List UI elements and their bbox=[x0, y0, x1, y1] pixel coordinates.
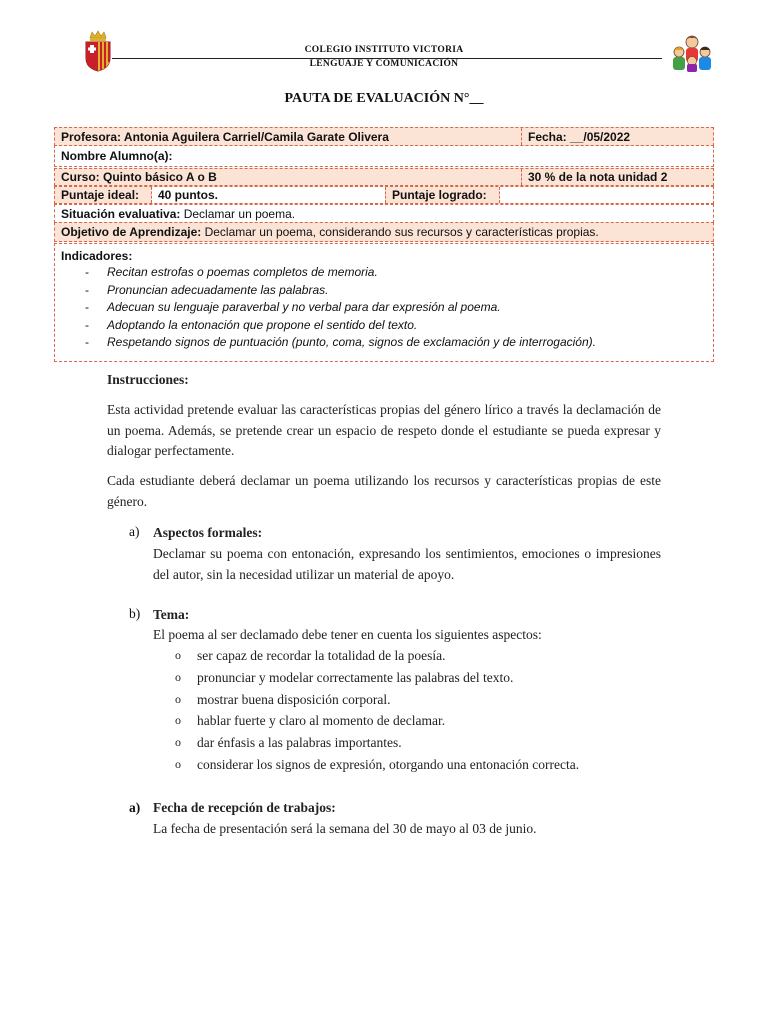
objective-value: Declamar un poema, considerando sus recursos y características propias. bbox=[201, 225, 599, 239]
section-marker: a) bbox=[129, 800, 141, 815]
indicators-row bbox=[54, 243, 714, 362]
document-title: PAUTA DE EVALUACIÓN N°__ bbox=[284, 91, 484, 106]
indicator-item: - Pronuncian adecuadamente las palabras. bbox=[61, 282, 707, 300]
indicator-item: - Adecuan su lenguaje paraverbal y no verbal para dar expresión al poema. bbox=[61, 299, 707, 317]
student-name-row bbox=[54, 145, 714, 167]
formal-aspects-title: Aspectos formales: bbox=[153, 525, 263, 540]
list-item: o ser capaz de recordar la totalidad de la poesía. bbox=[153, 645, 579, 667]
list-item: o considerar los signos de expresión, otorgando una entonación correcta. bbox=[153, 754, 579, 776]
teacher-cell: Profesora: Antonia Aguilera Carriel/Camila Garate Olivera bbox=[61, 129, 389, 144]
situation-value: Declamar un poema. bbox=[180, 206, 296, 221]
delivery-date-text: La fecha de presentación será la semana del 30 de mayo al 03 de junio. bbox=[153, 821, 537, 836]
score-row bbox=[54, 186, 714, 204]
ideal-score-label: Puntaje ideal: bbox=[61, 188, 140, 202]
indicators-list bbox=[61, 264, 707, 352]
course-cell: Curso: Quinto básico A o B bbox=[61, 170, 217, 184]
date-cell: Fecha: __/05/2022 bbox=[521, 128, 713, 145]
list-item: o dar énfasis a las palabras importantes. bbox=[153, 732, 579, 754]
course-row bbox=[54, 168, 714, 186]
situation-label: Situación evaluativa: bbox=[61, 206, 181, 221]
list-item: o pronunciar y modelar correctamente las palabras del texto. bbox=[153, 667, 579, 689]
instructions-heading: Instrucciones: bbox=[107, 372, 189, 387]
delivery-date-title: Fecha de recepción de trabajos: bbox=[153, 800, 336, 815]
formal-aspects-text: Declamar su poema con entonación, expresando los sentimientos, emociones o impresiones del autor, sin la necesidad utilizar un material de apoyo. bbox=[153, 546, 661, 582]
section-marker: a) bbox=[129, 524, 140, 539]
objective-cell bbox=[55, 223, 713, 241]
objective-row bbox=[54, 222, 714, 242]
theme-title: Tema: bbox=[153, 607, 190, 622]
children-group-icon bbox=[670, 34, 714, 72]
list-item: o hablar fuerte y claro al momento de declamar. bbox=[153, 710, 579, 732]
school-name: COLEGIO INSTITUTO VICTORIA bbox=[304, 45, 464, 55]
instructions-paragraph-1: Esta actividad pretende evaluar las características propias del género lírico a través la declamación de un poema. Además, se pretende crear un espacio de respeto donde el estudiante se pueda expresar y dialogar perfectamente. bbox=[107, 402, 661, 458]
school-crest-icon bbox=[84, 30, 112, 72]
subject-name: LENGUAJE Y COMUNICACIÓN bbox=[309, 59, 459, 69]
situation-row bbox=[54, 204, 714, 223]
section-marker: b) bbox=[129, 606, 141, 621]
indicator-item: - Adoptando la entonación que propone el sentido del texto. bbox=[61, 317, 707, 335]
objective-label: Objetivo de Aprendizaje: bbox=[61, 225, 202, 239]
theme-intro: El poema al ser declamado debe tener en cuenta los siguientes aspectos: bbox=[153, 627, 542, 642]
indicator-item: - Respetando signos de puntuación (punto, coma, signos de exclamación y de interrogación). bbox=[61, 334, 707, 352]
list-item: o mostrar buena disposición corporal. bbox=[153, 689, 579, 711]
instructions-paragraph-2: Cada estudiante deberá declamar un poema utilizando los recursos y características propias de este género. bbox=[107, 473, 661, 509]
indicator-item: - Recitan estrofas o poemas completos de memoria. bbox=[61, 264, 707, 282]
situation-cell bbox=[55, 205, 713, 222]
teacher-row bbox=[54, 127, 714, 146]
theme-aspects-list bbox=[153, 645, 579, 776]
grade-weight-cell: 30 % de la nota unidad 2 bbox=[521, 169, 713, 185]
ideal-score-value: 40 puntos. bbox=[151, 187, 385, 203]
achieved-score-field[interactable] bbox=[499, 187, 713, 203]
indicators-label: Indicadores: bbox=[61, 249, 133, 263]
achieved-score-label: Puntaje logrado: bbox=[385, 187, 499, 203]
student-name-label: Nombre Alumno(a): bbox=[61, 149, 173, 163]
